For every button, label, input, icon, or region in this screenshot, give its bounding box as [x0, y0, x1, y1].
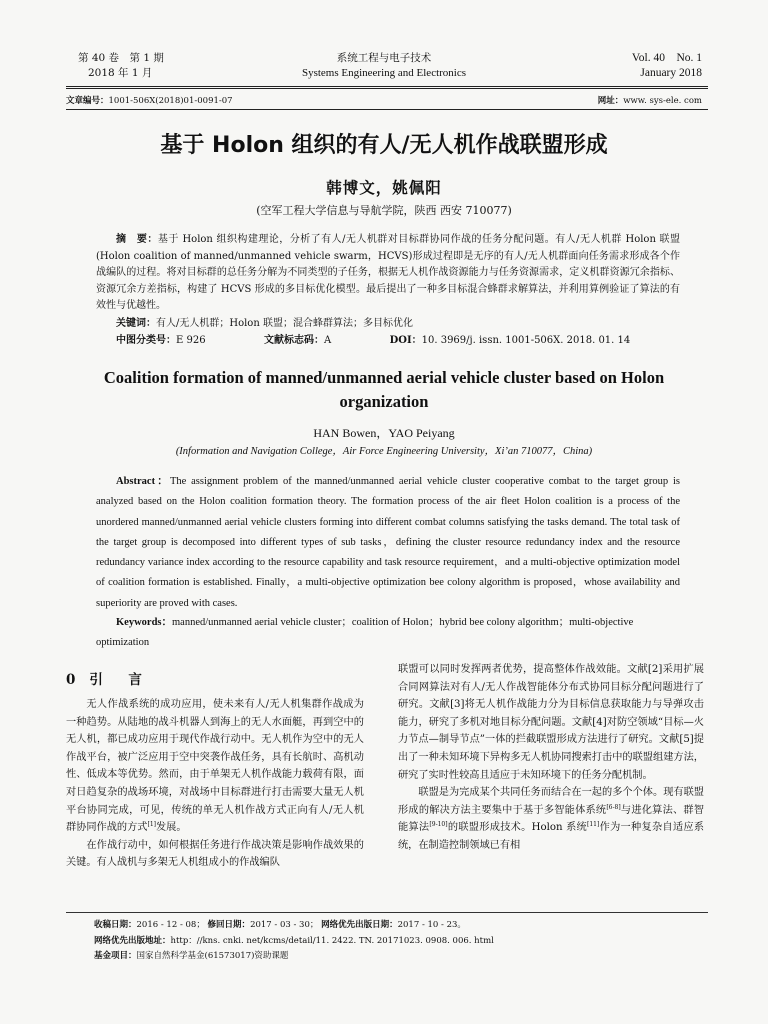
section-number: 0: [66, 672, 76, 688]
paper-title-cn: 基于 Holon 组织的有人/无人机作战联盟形成: [160, 133, 608, 158]
citation: [6-8]: [606, 803, 621, 811]
header-rule-2: [66, 88, 708, 89]
website: 网址：www. sys-ele. com: [597, 96, 702, 106]
citation: [9-10]: [429, 821, 448, 829]
keywords-cn: [96, 316, 680, 333]
clc-number: E 926: [176, 335, 206, 346]
citation: [1]: [147, 821, 156, 829]
volume-issue-en: Vol. 40 No. 1: [631, 52, 702, 64]
journal-name-cn: 系统工程与电子技术: [336, 52, 432, 64]
keywords-en-text: manned/unmanned aerial vehicle cluster；coalition of Holon；hybrid bee colony algorithm；multi-objective optimization: [96, 617, 634, 648]
abstract-en-label: Abstract：: [116, 476, 170, 487]
body-paragraph: 在作战行动中，如何根据任务进行作战决策是影响作战效果的关键。有人战机与多架无人机组成小的作战编队: [66, 839, 364, 869]
abstract-cn-label: 摘 要：: [116, 234, 158, 245]
date-en: January 2018: [640, 67, 702, 79]
keywords-en-label: Keywords：: [116, 617, 172, 628]
section-heading: [66, 668, 148, 688]
authors-en: HAN Bowen，YAO Peiyang: [313, 426, 455, 440]
authors-cn: 韩博文，姚佩阳: [326, 178, 442, 197]
abstract-cn-text: 基于 Holon 组织构建理论，分析了有人/无人机群对目标群协同作战的任务分配问题。有人/无人机群 Holon 联盟(Holon coalition of manned/unmanned vehicle swarm，HCVS)形成过程即是无序的有人/无人机群面向任务需求形成各个作战编队的过程。将对目标群的总任务分解为不同类型的子任务，根据无人机作战资源能力与任务资源需求，定义机群资源冗余指标、资源冗余方差指标，构建了 HCVS 形成的多目标优化模型。最后提出了一种多目标混合蜂群求解算法，并利用算例验证了算法的有效性与优越性。: [96, 234, 681, 312]
doi: 10. 3969/j. issn. 1001-506X. 2018. 01. 14: [421, 335, 631, 346]
section-title: 引 言: [89, 672, 148, 688]
body-left-column: [66, 696, 364, 872]
document-code: A: [323, 335, 332, 346]
body-paragraph: 联盟可以同时发挥两者优势，提高整体作战效能。文献[2]采用扩展合同网算法对有人/无人作战智能体分布式协同目标分配问题进行了研究。文献[3]将无人机作战能力分为目标信息获取能力与导弹攻击能力，研究了多机对地目标分配问题。文献[4]对防空领域“目标—火力节点—制导节点”一体的拦截联盟形成方法进行了研究。文献[5]提出了一种未知环境下异构多无人机协同搜索打击中的联盟组建方法，研究了实时性较高且适应于未知环境下的任务分配机制。: [398, 664, 704, 781]
keywords-en: [96, 613, 680, 653]
footnote-fund: 基金项目：国家自然科学基金(61573017)资助课题: [94, 951, 289, 962]
keywords-cn-label: 关键词：: [116, 318, 156, 329]
keywords-cn-text: 有人/无人机群；Holon 联盟；混合蜂群算法；多目标优化: [156, 318, 413, 329]
body-paragraph: 无人作战系统的成功应用，使未来有人/无人机集群作战成为一种趋势。从陆地的战斗机器人到海上的无人水面艇，再到空中的无人机，都已成功应用于现代作战行动中。无人机作为空中的无人作战平台，被广泛应用于空中突袭作战任务，具有长航时、高机动性、低成本等优势。然而，由于单架无人机作战能力载荷有限，面对日趋复杂的战场环境，对战场中目标群进行打击需要大量无人机平台协同完成，可见，传统的单无人机作战方式正向有人/无人机群协同作战的方式[1]发展。: [66, 699, 364, 834]
paper-title-en: Coalition formation of manned/unmanned aerial vehicle cluster based on Holon organization: [103, 368, 665, 411]
footnote: [94, 918, 714, 965]
affiliation-en: (Information and Navigation College，Air Force Engineering University，Xi’an 710077，China): [175, 446, 593, 457]
abstract-en: [96, 472, 680, 614]
journal-volume-en: [632, 51, 702, 81]
header-rule: [66, 86, 708, 87]
citation: [11]: [587, 821, 600, 829]
body-right-column: [398, 661, 704, 855]
abstract-en-text: The assignment problem of the manned/unmanned aerial vehicle cluster cooperative combat to the target group is analyzed based on the Holon coalition formation theory. The formation process of the air fleet Holon coalition is a process of the unordered manned/unmanned aerial vehicle clusters forming into different combat columns satisfying the tasks demand. The total task of the target group is decomposed into different types of sub tasks，defining the cluster resource redundancy index and the resource redundancy variance index according to the resource capability and task resource requirement，and a multi-objective optimization model of coalition formation is established. Finally，a multi-objective optimization bee colony algorithm is proposed，whose availability and superiority are proved with cases.: [96, 476, 680, 609]
article-number: 文章编号：1001-506X(2018)01-0091-07: [66, 96, 233, 106]
footnote-rule: [66, 912, 708, 913]
date-cn: 2018 年 1 月: [88, 67, 153, 79]
footnote-dates: 收稿日期：2016 - 12 - 08； 修回日期：2017 - 03 - 30； 网络优先出版日期：2017 - 10 - 23。: [94, 920, 466, 930]
affiliation-cn: (空军工程大学信息与导航学院，陕西 西安 710077): [256, 204, 512, 217]
abstract-cn: [96, 232, 680, 315]
classification-line: 中图分类号：E 926 文献标志码：A DOI：10. 3969/j. issn. 1001-506X. 2018. 01. 14: [116, 335, 631, 346]
journal-name-en: Systems Engineering and Electronics: [301, 67, 467, 79]
volume-issue-cn: 第 40 卷 第 1 期: [78, 52, 164, 64]
footnote-online-url: 网络优先出版地址：http：//kns. cnki. net/kcms/detail/11. 2422. TN. 20171023. 0908. 006. html: [94, 935, 494, 946]
body-paragraph: 联盟是为完成某个共同任务而结合在一起的多个个体。现有联盟形成的解决方法主要集中于基于多智能体系统[6-8]与进化算法、群智能算法[9-10]的联盟形成技术。Holon 系统[11]作为一种复杂自适应系统，在制造控制领域已有相: [398, 787, 705, 851]
header-rule-3: [66, 109, 708, 110]
